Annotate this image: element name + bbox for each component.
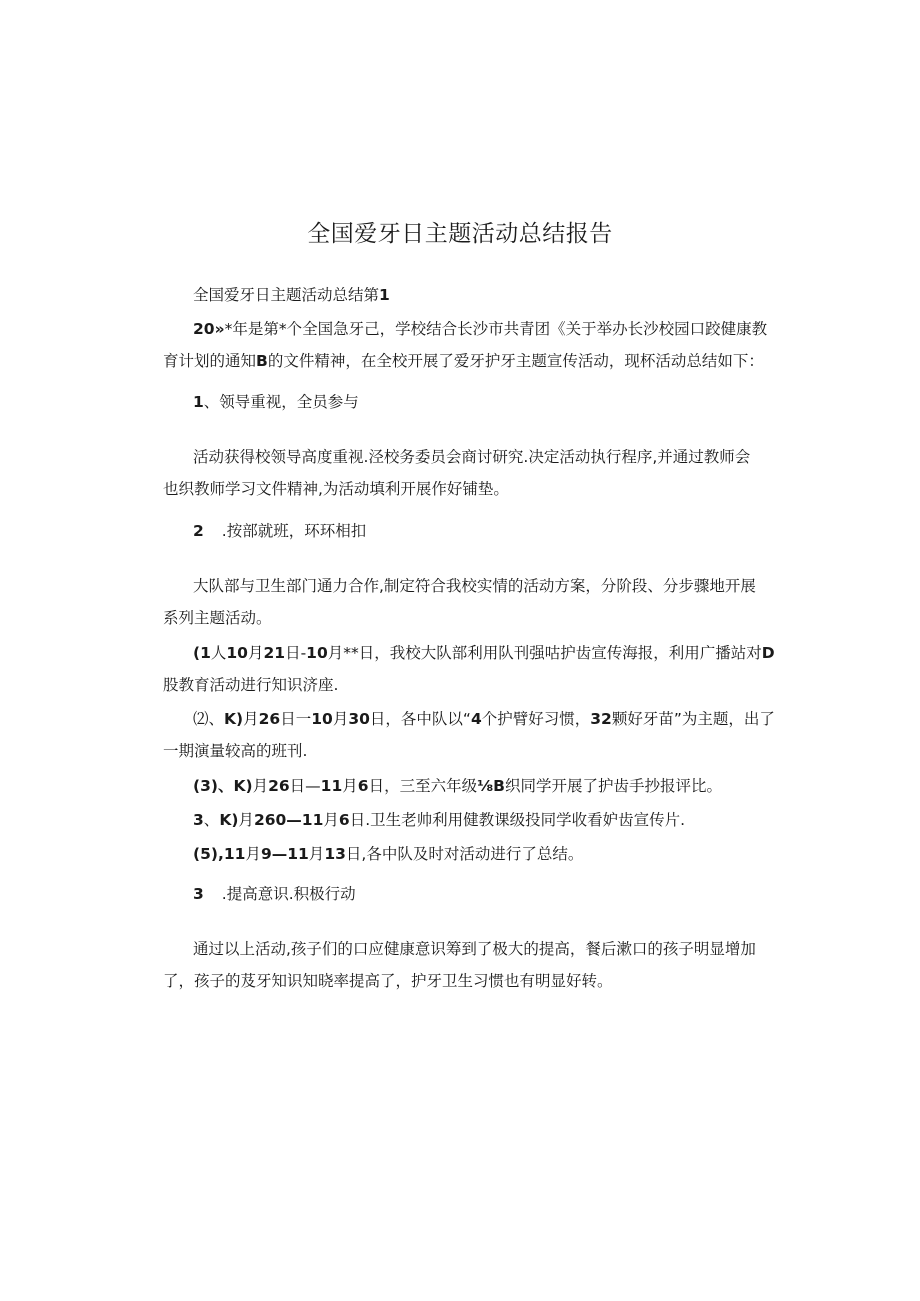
list-item <box>193 776 722 796</box>
section-2-number: 2 <box>193 522 204 540</box>
item-2-part: K) <box>224 710 244 728</box>
item-5-part: 月 <box>245 845 261 863</box>
list-item-continuation: 股教育活动进行知识济座. <box>163 676 339 694</box>
subtitle-text: 全国爱牙日主题活动总结第 <box>193 286 380 304</box>
item-1-part: 人 <box>210 644 227 662</box>
item-2-part: 30 <box>348 710 370 728</box>
item-4-part: K) <box>219 811 239 829</box>
item-3-part: 织同学开展了护齿手抄报评比。 <box>504 777 722 795</box>
section-2-heading <box>193 521 366 541</box>
item-4-part: 260—11 <box>253 811 324 829</box>
item-1-part: 日- <box>285 644 307 662</box>
item-2-part: 日，各中队以“ <box>369 710 471 728</box>
intro-text-2c: 的文件精神，在全校开展了爱牙护牙主题宣传活动，现杯活动总结如下： <box>267 352 764 370</box>
section-3-number: 3 <box>193 885 204 903</box>
intro-year: 20» <box>193 320 225 338</box>
item-3-part: ⅛B <box>477 777 505 795</box>
item-3-part: 11 <box>320 777 343 795</box>
item-4-part: 6 <box>338 811 350 829</box>
subtitle <box>193 285 390 305</box>
intro-line-2 <box>163 351 764 371</box>
item-1-part: 月**日，我校大队部利用队刊强咕护齿宣传海报，利用广播站对 <box>327 644 762 662</box>
item-2-part: 26 <box>258 710 281 728</box>
section-1-paragraph-line-2: 也织教师学习文件精神,为活动填利开展作好铺垫。 <box>163 480 509 498</box>
document-title: 全国爱牙日主题活动总结报告 <box>307 221 613 247</box>
subtitle-number: 1 <box>379 286 390 304</box>
item-1-part: 10 <box>306 644 328 662</box>
intro-line-1 <box>193 319 767 339</box>
item-3-part: 6 <box>357 777 369 795</box>
item-5-part: 日,各中队及时对活动进行了总结。 <box>345 845 584 863</box>
item-4-part: 月 <box>323 811 339 829</box>
item-3-part: 月 <box>252 777 269 795</box>
section-3-heading <box>193 884 356 904</box>
item-2-part: 颗好牙苗”为主题，出了 <box>611 710 775 728</box>
item-2-part: 10 <box>311 710 333 728</box>
section-1-number: 1 <box>193 393 204 411</box>
item-1-part: (1 <box>193 644 211 662</box>
item-2-part: 月 <box>243 710 259 728</box>
section-2-heading-text: .按部就班，环环相扣 <box>221 522 367 540</box>
section-1-heading-text: 、领导重视，全员参与 <box>203 393 359 411</box>
item-4-part: 、 <box>203 811 220 829</box>
section-3-paragraph-line-1: 通过以上活动,孩子们的口应健康意识筹到了极大的提高，餐后漱口的孩子明显增加 <box>193 940 756 958</box>
item-5-part: 13 <box>324 845 346 863</box>
item-1-part: 月 <box>247 644 264 662</box>
list-item <box>193 844 583 864</box>
item-3-part: 日— <box>289 777 321 795</box>
item-1-part: 10 <box>226 644 248 662</box>
item-2-part: ⑵、 <box>193 710 225 728</box>
item-5-part: 9—11 <box>260 845 309 863</box>
section-1-paragraph-line-1: 活动获得校领导高度重视.泾校务委员会商讨研究.决定活动执行程序,并通过教师会 <box>193 448 751 466</box>
item-5-part: 月 <box>308 845 325 863</box>
item-2-part: 32 <box>590 710 612 728</box>
item-3-part: (3)、K) <box>193 777 253 795</box>
intro-text-2a: 育计划的通知 <box>163 352 257 370</box>
item-4-part: 3 <box>193 811 204 829</box>
intro-text-2b: B <box>256 352 268 370</box>
section-1-heading <box>193 392 359 412</box>
item-3-part: 月 <box>342 777 358 795</box>
item-4-part: 月 <box>238 811 254 829</box>
item-2-part: 日一 <box>280 710 312 728</box>
item-5-part: (5),11 <box>193 845 246 863</box>
section-2-paragraph-line-1: 大队部与卫生部门通力合作,制定符合我校实情的活动方案，分阶段、分步骤地开展 <box>193 577 756 595</box>
item-4-part: 日.卫生老帅利用健教课级投同学收看妒齿宣传片. <box>349 811 686 829</box>
list-item <box>193 810 685 830</box>
item-1-part: 21 <box>263 644 286 662</box>
list-item <box>193 643 775 663</box>
section-2-paragraph-line-2: 系列主题活动。 <box>163 609 272 627</box>
intro-text-1: *年是第*个全国急牙己，学校结合长沙市共青团《关于举办长沙校园口跤健康教 <box>224 320 768 338</box>
list-item <box>193 709 775 729</box>
item-2-part: 个护臂好习惯， <box>481 710 591 728</box>
item-2-part: 4 <box>470 710 482 728</box>
item-3-part: 26 <box>268 777 290 795</box>
item-2-part: 月 <box>332 710 349 728</box>
section-3-heading-text: .提高意识.积极行动 <box>221 885 356 903</box>
item-1-part: D <box>761 644 775 662</box>
item-3-part: 日，三至六年级 <box>368 777 478 795</box>
list-item-continuation: 一期演量较高的班刊. <box>163 742 308 760</box>
section-3-paragraph-line-2: 了，孩子的芨牙知识知晓率提高了，护牙卫生习惯也有明显好转。 <box>163 972 613 990</box>
